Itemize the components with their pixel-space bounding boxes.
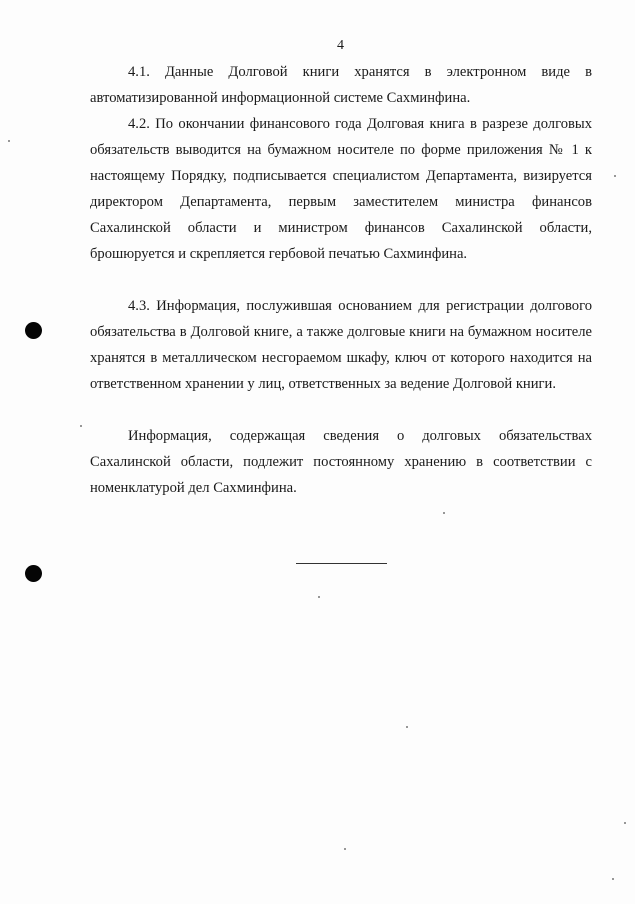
paragraph-text: Информация, содержащая сведения о долговых обязательствах Сахалинской области, подлежит постоянному хранению в соответствии с номенклатурой дел Сахминфина. xyxy=(90,428,592,496)
paragraph-text: 4.1. Данные Долговой книги хранятся в электронном виде в автоматизированной информационной системе Сахминфина. xyxy=(90,64,592,106)
binder-hole xyxy=(25,322,42,339)
page-number: 4 xyxy=(337,38,344,53)
paragraph-4-1 xyxy=(90,59,592,111)
paragraph-storage xyxy=(90,423,592,501)
scan-speck xyxy=(318,596,320,598)
paragraph-4-3 xyxy=(90,293,592,397)
binder-hole xyxy=(25,565,42,582)
scan-speck xyxy=(624,822,626,824)
paragraph-4-2 xyxy=(90,111,592,267)
scan-speck xyxy=(344,848,346,850)
paragraph-text: 4.2. По окончании финансового года Долговая книга в разрезе долговых обязательств выводится на бумажном носителе по форме приложения № 1 к настоящему Порядку, подписывается специалистом Департамента, визируется директором Департамента, первым заместителем министра финансов Сахалинской области и министром финансов Сахалинской области, брошюруется и скрепляется гербовой печатью Сахминфина. xyxy=(90,116,592,262)
scan-speck xyxy=(443,512,445,514)
scan-speck xyxy=(612,878,614,880)
scan-speck xyxy=(614,175,616,177)
scan-speck xyxy=(80,425,82,427)
scan-speck xyxy=(406,726,408,728)
end-divider-line xyxy=(296,563,387,564)
scan-speck xyxy=(8,140,10,142)
paragraph-text: 4.3. Информация, послужившая основанием для регистрации долгового обязательства в Долговой книге, а также долговые книги на бумажном носителе хранятся в металлическом несгораемом шкафу, ключ от которого находится на ответственном хранении у лиц, ответственных за ведение Долговой книги. xyxy=(90,298,592,392)
